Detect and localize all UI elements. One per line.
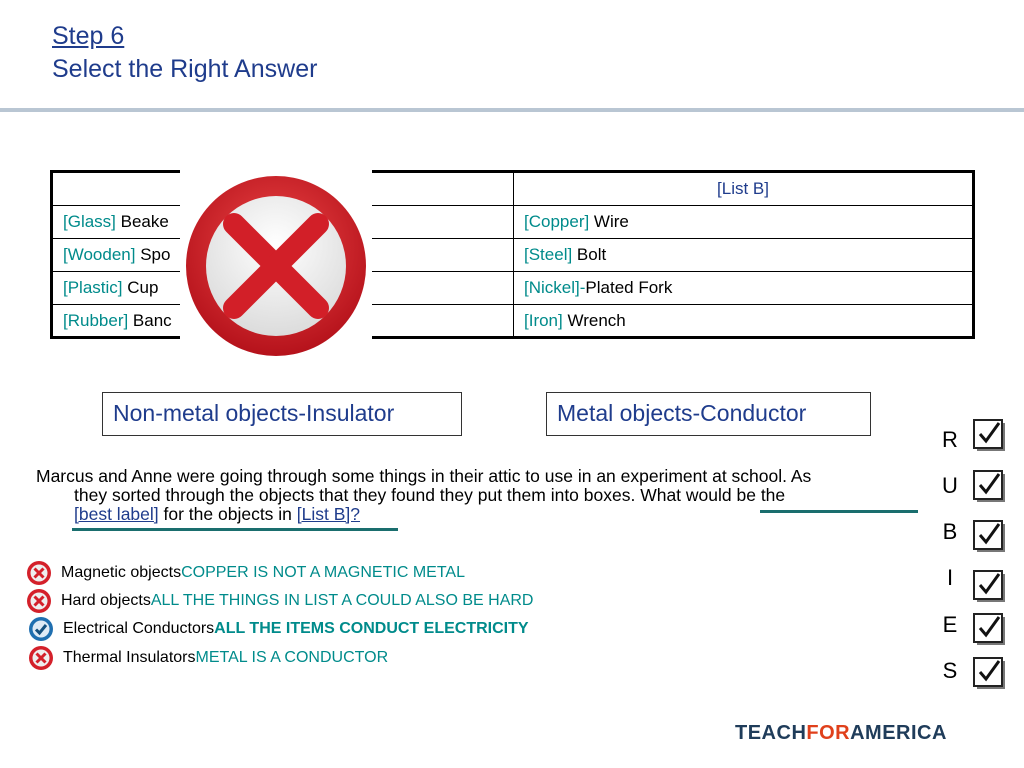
answer-option-thermal[interactable]: Thermal Insulators METAL IS A CONDUCTOR [28,645,388,671]
answer-option-hard[interactable]: Hard objects ALL THE THINGS IN LIST A COULD ALSO BE HARD [26,588,533,614]
rubric-letter: E [942,612,958,637]
slide-title [52,20,317,86]
list-b-cell: [Nickel]-Plated Fork [514,272,974,305]
question-text: Marcus and Anne were going through some things in their attic to use in an experiment at school. As they sorted through the objects that they found they put them into boxes. What would be the [best label] for the objects in [List B]? [36,466,812,524]
answer-feedback: COPPER IS NOT A MAGNETIC METAL [181,564,465,581]
rubric-letter: B [942,519,958,544]
answer-option-magnetic[interactable]: Magnetic objects COPPER IS NOT A MAGNETIC METAL [26,560,465,586]
list-a-cell: [Glass] Beake [52,206,514,239]
answer-feedback: METAL IS A CONDUCTOR [195,649,389,666]
check-circle-icon [28,616,54,642]
list-a-cell: [Rubber] Banc [52,305,514,338]
list-a-cell: [Wooden] Spo [52,239,514,272]
step-subtitle: Select the Right Answer [52,55,318,83]
checked-box-icon[interactable] [972,418,1006,452]
answer-feedback: ALL THE THINGS IN LIST A COULD ALSO BE HARD [150,592,534,609]
list-b-header: [List B] [514,172,974,206]
list-b-cell: [Copper] Wire [514,206,974,239]
checked-box-icon[interactable] [972,569,1006,603]
question-link-phrase: What would be the [640,485,786,505]
rubric-letter: U [942,473,958,498]
label-option-insulator[interactable]: Non-metal objects-Insulator [102,392,462,436]
teach-for-america-logo: TEACHFORAMERICA [735,722,947,744]
underline-bar [72,528,398,531]
best-label-link[interactable]: [best label] [74,504,159,524]
step-heading: Step 6 [52,22,125,50]
rubric-letter: I [946,565,954,590]
list-b-cell: [Steel] Bolt [514,239,974,272]
checked-box-icon[interactable] [972,519,1006,553]
checked-box-icon[interactable] [972,469,1006,503]
label-option-conductor[interactable]: Metal objects-Conductor [546,392,871,436]
checked-box-icon[interactable] [972,656,1006,690]
list-b-cell: [Iron] Wrench [514,305,974,338]
answer-option-conductors[interactable]: Electrical Conductors ALL THE ITEMS CONDUCT ELECTRICITY [28,616,529,642]
x-circle-icon [28,645,54,671]
rubric-letter: R [942,427,958,452]
checked-box-icon[interactable] [972,612,1006,646]
list-b-link[interactable]: [List B]? [296,504,361,524]
list-a-cell: [Plastic] Cup [52,272,514,305]
underline-bar [760,510,918,513]
x-circle-icon [26,588,52,614]
title-divider [0,108,1024,112]
answer-feedback: ALL THE ITEMS CONDUCT ELECTRICITY [214,620,529,637]
x-circle-icon [26,560,52,586]
rubric-letter: S [942,658,958,683]
wrong-answer-x-icon [180,166,372,366]
